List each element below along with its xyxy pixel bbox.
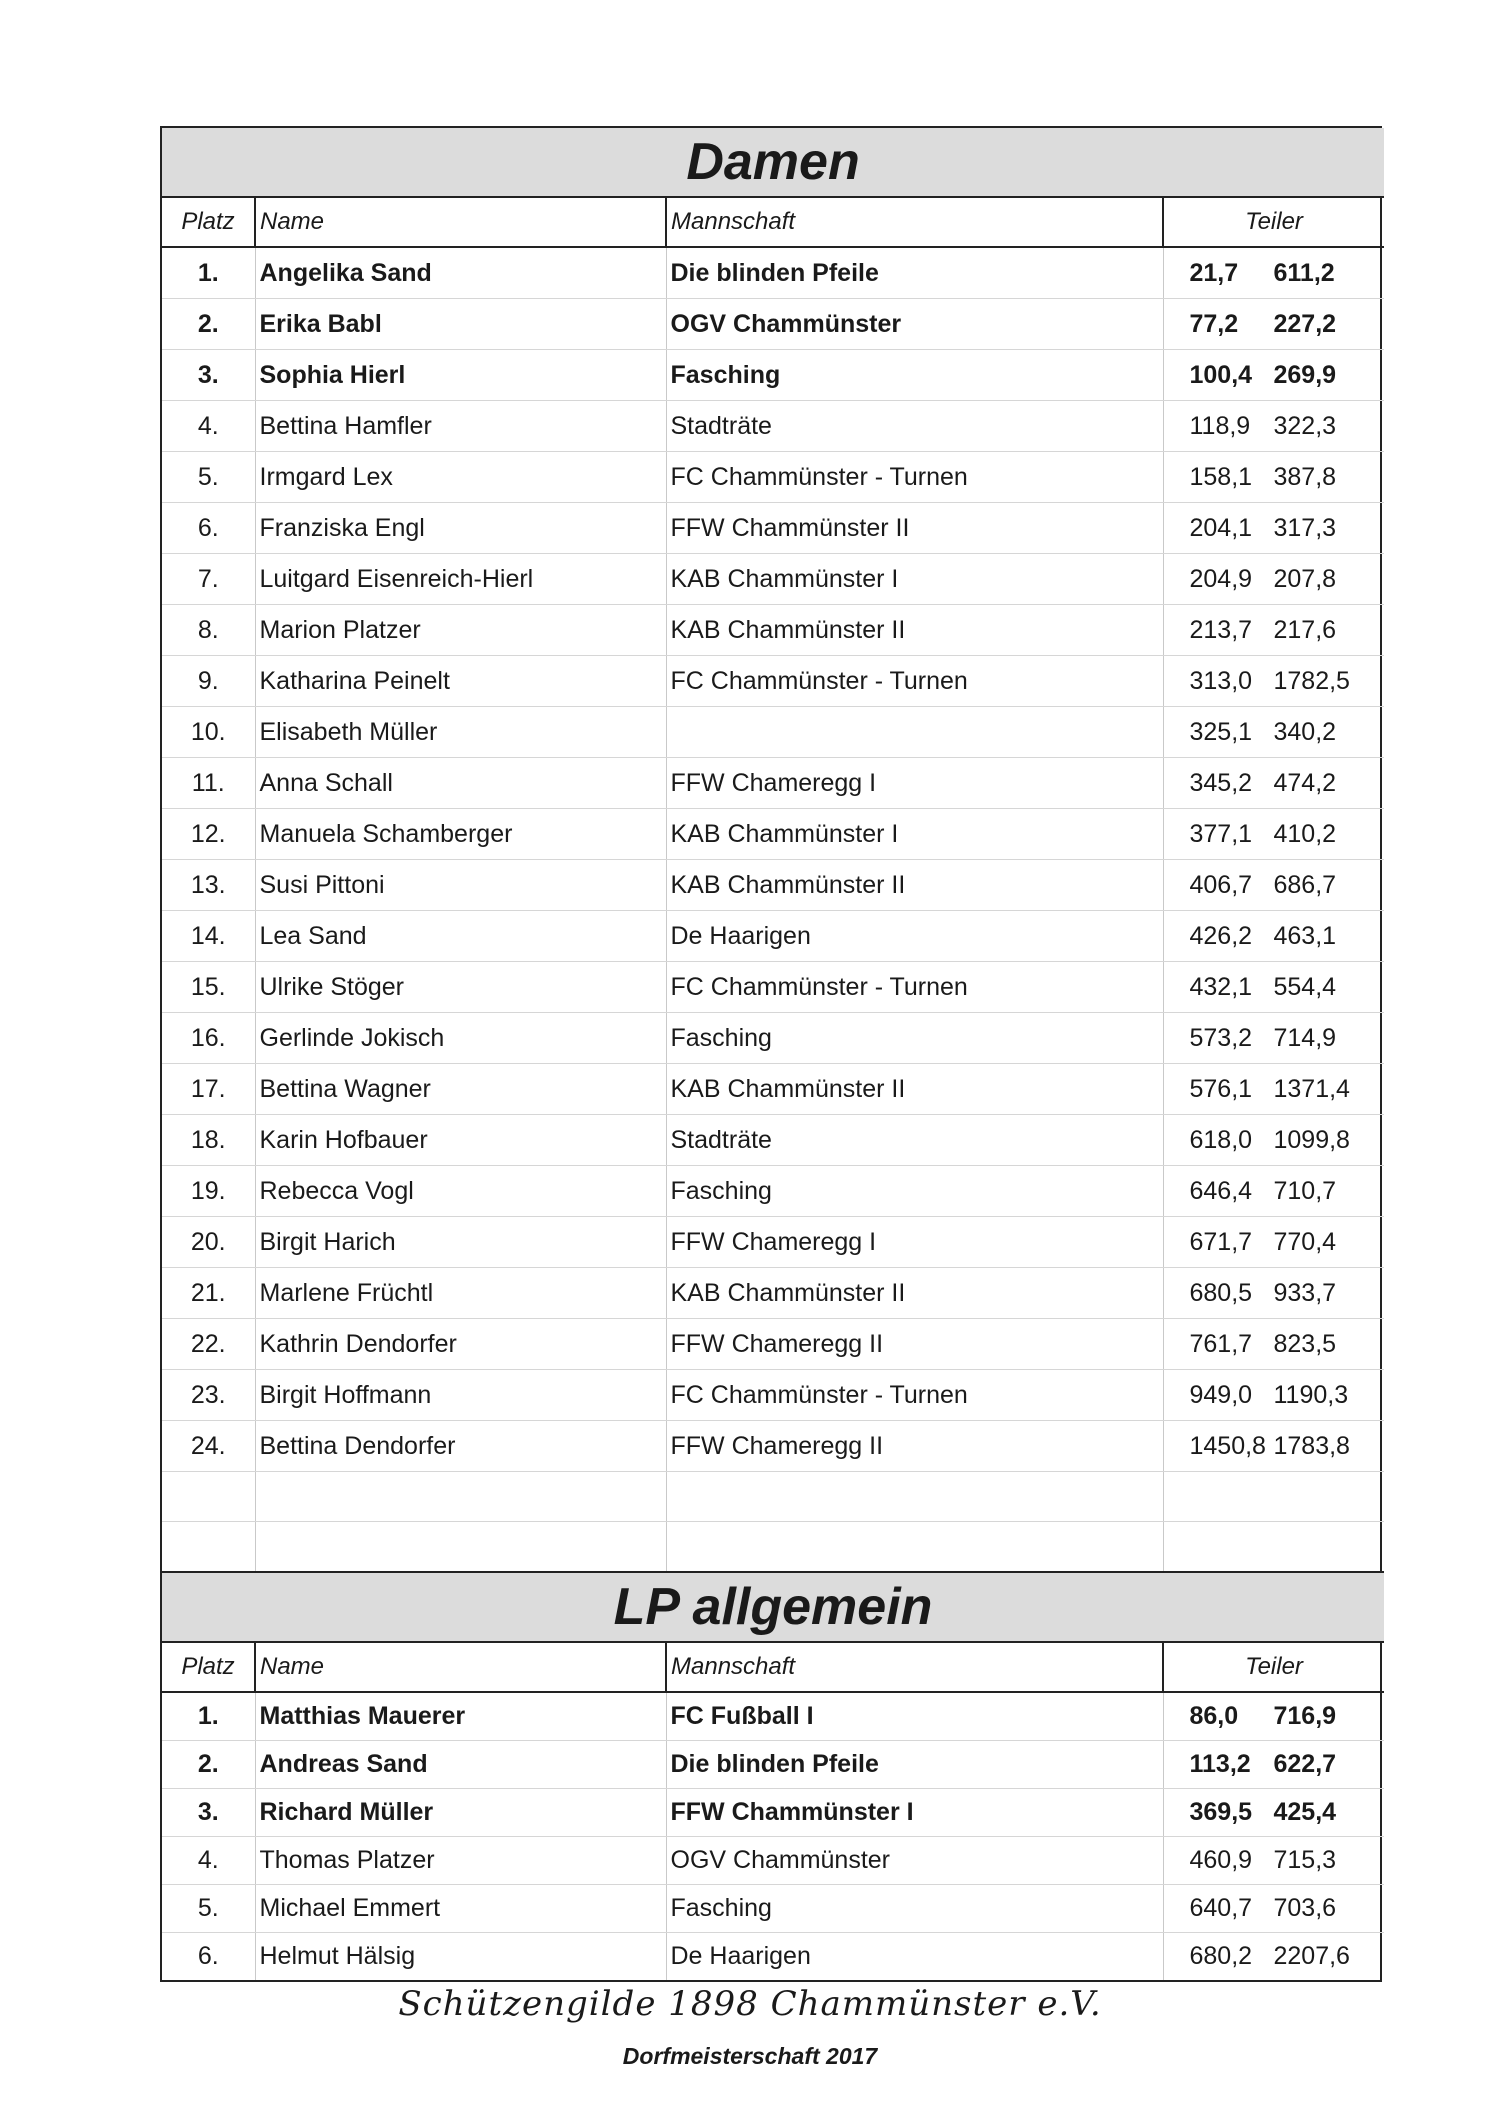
teiler-value-1: 671,7	[1189, 1227, 1253, 1256]
rank-cell: 7.	[162, 554, 255, 605]
name-cell: Bettina Wagner	[255, 1064, 666, 1115]
lp-title: LP allgemein	[162, 1573, 1384, 1642]
teiler-value-1: 113,2	[1189, 1750, 1251, 1778]
name-cell: Irmgard Lex	[255, 452, 666, 503]
teiler-value-2: 611,2	[1273, 258, 1335, 287]
name-cell: Susi Pittoni	[255, 860, 666, 911]
teiler-value-1: 345,2	[1189, 768, 1253, 797]
teiler-value-2: 933,7	[1273, 1278, 1337, 1307]
teiler-cell	[1163, 1837, 1384, 1885]
team-cell: Fasching	[666, 1885, 1163, 1933]
table-row	[162, 1421, 1384, 1472]
table-row	[162, 758, 1384, 809]
teiler-value-1: 573,2	[1189, 1023, 1253, 1052]
team-cell: FFW Chammünster II	[666, 503, 1163, 554]
col-header-name: Name	[255, 197, 666, 247]
rank-cell: 4.	[162, 1837, 255, 1885]
rank-cell: 1.	[162, 247, 255, 299]
teiler-cell	[1163, 758, 1384, 809]
teiler-value-1: 100,4	[1189, 360, 1253, 389]
table-row	[162, 1741, 1384, 1789]
teiler-cell	[1163, 1115, 1384, 1166]
team-cell: KAB Chammünster I	[666, 554, 1163, 605]
teiler-value-2: 714,9	[1273, 1023, 1337, 1052]
teiler-value-2: 554,4	[1273, 972, 1337, 1001]
teiler-cell	[1163, 1319, 1384, 1370]
empty-cell	[1163, 1472, 1384, 1522]
empty-cell	[255, 1522, 666, 1573]
teiler-value-1: 949,0	[1189, 1380, 1253, 1409]
teiler-value-1: 640,7	[1189, 1894, 1253, 1922]
table-row	[162, 860, 1384, 911]
teiler-value-2: 703,6	[1273, 1894, 1337, 1922]
teiler-value-1: 761,7	[1189, 1329, 1253, 1358]
name-cell: Karin Hofbauer	[255, 1115, 666, 1166]
teiler-cell	[1163, 1789, 1384, 1837]
name-cell: Kathrin Dendorfer	[255, 1319, 666, 1370]
teiler-value-2: 207,8	[1273, 564, 1337, 593]
team-cell: KAB Chammünster I	[666, 809, 1163, 860]
rank-cell: 6.	[162, 503, 255, 554]
teiler-value-2: 710,7	[1273, 1176, 1337, 1205]
team-cell: Die blinden Pfeile	[666, 1741, 1163, 1789]
team-cell	[666, 707, 1163, 758]
teiler-cell	[1163, 1885, 1384, 1933]
rank-cell: 14.	[162, 911, 255, 962]
empty-cell	[162, 1472, 255, 1522]
rank-cell: 10.	[162, 707, 255, 758]
rank-cell: 4.	[162, 401, 255, 452]
teiler-value-2: 1099,8	[1273, 1125, 1350, 1154]
table-row	[162, 1692, 1384, 1741]
team-cell: FC Chammünster - Turnen	[666, 452, 1163, 503]
teiler-value-2: 340,2	[1273, 717, 1337, 746]
teiler-cell	[1163, 656, 1384, 707]
rank-cell: 16.	[162, 1013, 255, 1064]
teiler-value-2: 269,9	[1273, 360, 1337, 389]
teiler-value-1: 460,9	[1189, 1846, 1253, 1874]
rank-cell: 11.	[162, 758, 255, 809]
teiler-value-2: 715,3	[1273, 1846, 1337, 1874]
name-cell: Elisabeth Müller	[255, 707, 666, 758]
empty-row	[162, 1472, 1384, 1522]
teiler-value-2: 2207,6	[1273, 1942, 1350, 1970]
table-row	[162, 1064, 1384, 1115]
teiler-value-1: 86,0	[1189, 1702, 1239, 1730]
team-cell: De Haarigen	[666, 911, 1163, 962]
team-cell: De Haarigen	[666, 1933, 1163, 1981]
name-cell: Andreas Sand	[255, 1741, 666, 1789]
teiler-value-2: 425,4	[1273, 1798, 1337, 1826]
team-cell: FFW Chameregg I	[666, 1217, 1163, 1268]
col-header-mannschaft: Mannschaft	[666, 1642, 1163, 1692]
team-cell: KAB Chammünster II	[666, 605, 1163, 656]
empty-cell	[162, 1522, 255, 1573]
rank-cell: 3.	[162, 1789, 255, 1837]
teiler-cell	[1163, 1064, 1384, 1115]
col-header-teiler: Teiler	[1163, 1642, 1384, 1692]
table-row	[162, 1217, 1384, 1268]
table-row	[162, 605, 1384, 656]
name-cell: Birgit Hoffmann	[255, 1370, 666, 1421]
teiler-cell	[1163, 1692, 1384, 1741]
teiler-value-1: 1450,8	[1189, 1431, 1266, 1460]
lp-table	[162, 1573, 1384, 1980]
name-cell: Anna Schall	[255, 758, 666, 809]
teiler-value-2: 387,8	[1273, 462, 1337, 491]
teiler-cell	[1163, 809, 1384, 860]
teiler-cell	[1163, 350, 1384, 401]
table-row	[162, 809, 1384, 860]
event-name: Dorfmeisterschaft 2017	[622, 2043, 878, 2069]
teiler-value-2: 1783,8	[1273, 1431, 1350, 1460]
teiler-cell	[1163, 911, 1384, 962]
table-row	[162, 656, 1384, 707]
col-header-teiler: Teiler	[1163, 197, 1384, 247]
table-row	[162, 452, 1384, 503]
name-cell: Matthias Mauerer	[255, 1692, 666, 1741]
empty-cell	[666, 1522, 1163, 1573]
table-row	[162, 1933, 1384, 1981]
teiler-value-1: 618,0	[1189, 1125, 1253, 1154]
table-row	[162, 1166, 1384, 1217]
table-row	[162, 1837, 1384, 1885]
teiler-value-2: 716,9	[1273, 1702, 1337, 1730]
team-cell: FFW Chameregg I	[666, 758, 1163, 809]
teiler-value-2: 622,7	[1273, 1750, 1337, 1778]
rank-cell: 13.	[162, 860, 255, 911]
team-cell: FC Chammünster - Turnen	[666, 656, 1163, 707]
teiler-cell	[1163, 299, 1384, 350]
name-cell: Marion Platzer	[255, 605, 666, 656]
rank-cell: 20.	[162, 1217, 255, 1268]
teiler-value-2: 770,4	[1273, 1227, 1337, 1256]
teiler-value-2: 217,6	[1273, 615, 1337, 644]
rank-cell: 18.	[162, 1115, 255, 1166]
table-row	[162, 299, 1384, 350]
teiler-value-2: 322,3	[1273, 411, 1337, 440]
teiler-value-1: 158,1	[1189, 462, 1253, 491]
name-cell: Bettina Hamfler	[255, 401, 666, 452]
teiler-value-1: 313,0	[1189, 666, 1253, 695]
team-cell: OGV Chammünster	[666, 299, 1163, 350]
teiler-cell	[1163, 860, 1384, 911]
col-header-platz: Platz	[162, 197, 255, 247]
team-cell: FC Chammünster - Turnen	[666, 1370, 1163, 1421]
table-row	[162, 1885, 1384, 1933]
team-cell: OGV Chammünster	[666, 1837, 1163, 1885]
teiler-value-1: 680,5	[1189, 1278, 1253, 1307]
teiler-cell	[1163, 452, 1384, 503]
rank-cell: 24.	[162, 1421, 255, 1472]
teiler-cell	[1163, 1268, 1384, 1319]
rank-cell: 23.	[162, 1370, 255, 1421]
team-cell: Fasching	[666, 350, 1163, 401]
name-cell: Sophia Hierl	[255, 350, 666, 401]
name-cell: Michael Emmert	[255, 1885, 666, 1933]
name-cell: Angelika Sand	[255, 247, 666, 299]
teiler-cell	[1163, 1421, 1384, 1472]
rank-cell: 5.	[162, 452, 255, 503]
teiler-value-2: 686,7	[1273, 870, 1337, 899]
team-cell: FC Chammünster - Turnen	[666, 962, 1163, 1013]
teiler-cell	[1163, 1933, 1384, 1981]
teiler-value-2: 410,2	[1273, 819, 1337, 848]
club-name: Schützengilde 1898 Chammünster e.V.	[398, 1984, 1102, 2024]
empty-cell	[255, 1472, 666, 1522]
rank-cell: 2.	[162, 299, 255, 350]
teiler-value-1: 325,1	[1189, 717, 1253, 746]
name-cell: Birgit Harich	[255, 1217, 666, 1268]
damen-title: Damen	[162, 128, 1384, 197]
teiler-value-1: 204,9	[1189, 564, 1253, 593]
teiler-value-1: 21,7	[1189, 258, 1239, 287]
team-cell: Stadträte	[666, 401, 1163, 452]
name-cell: Gerlinde Jokisch	[255, 1013, 666, 1064]
rank-cell: 9.	[162, 656, 255, 707]
rank-cell: 5.	[162, 1885, 255, 1933]
table-row	[162, 911, 1384, 962]
teiler-cell	[1163, 1166, 1384, 1217]
table-row	[162, 1370, 1384, 1421]
team-cell: Fasching	[666, 1013, 1163, 1064]
rank-cell: 1.	[162, 1692, 255, 1741]
teiler-value-1: 680,2	[1189, 1942, 1253, 1970]
empty-cell	[1163, 1522, 1384, 1573]
teiler-value-1: 576,1	[1189, 1074, 1253, 1103]
teiler-value-2: 474,2	[1273, 768, 1337, 797]
name-cell: Franziska Engl	[255, 503, 666, 554]
name-cell: Lea Sand	[255, 911, 666, 962]
table-row	[162, 962, 1384, 1013]
teiler-value-1: 369,5	[1189, 1798, 1253, 1826]
col-header-name: Name	[255, 1642, 666, 1692]
teiler-cell	[1163, 707, 1384, 758]
teiler-value-2: 227,2	[1273, 309, 1337, 338]
teiler-cell	[1163, 1741, 1384, 1789]
rank-cell: 15.	[162, 962, 255, 1013]
teiler-value-1: 377,1	[1189, 819, 1253, 848]
teiler-cell	[1163, 1013, 1384, 1064]
name-cell: Marlene Früchtl	[255, 1268, 666, 1319]
rank-cell: 17.	[162, 1064, 255, 1115]
teiler-value-1: 77,2	[1189, 309, 1239, 338]
table-row	[162, 503, 1384, 554]
name-cell: Manuela Schamberger	[255, 809, 666, 860]
teiler-value-1: 646,4	[1189, 1176, 1253, 1205]
teiler-value-2: 463,1	[1273, 921, 1337, 950]
teiler-value-1: 432,1	[1189, 972, 1253, 1001]
teiler-cell	[1163, 247, 1384, 299]
empty-cell	[666, 1472, 1163, 1522]
teiler-value-1: 204,1	[1189, 513, 1253, 542]
team-cell: Die blinden Pfeile	[666, 247, 1163, 299]
rank-cell: 22.	[162, 1319, 255, 1370]
table-row	[162, 1115, 1384, 1166]
table-row	[162, 1013, 1384, 1064]
team-cell: FFW Chameregg II	[666, 1319, 1163, 1370]
table-row	[162, 1789, 1384, 1837]
rank-cell: 21.	[162, 1268, 255, 1319]
name-cell: Katharina Peinelt	[255, 656, 666, 707]
name-cell: Erika Babl	[255, 299, 666, 350]
teiler-value-2: 823,5	[1273, 1329, 1337, 1358]
name-cell: Ulrike Stöger	[255, 962, 666, 1013]
col-header-platz: Platz	[162, 1642, 255, 1692]
table-row	[162, 1319, 1384, 1370]
rank-cell: 2.	[162, 1741, 255, 1789]
table-row	[162, 554, 1384, 605]
rank-cell: 19.	[162, 1166, 255, 1217]
name-cell: Rebecca Vogl	[255, 1166, 666, 1217]
teiler-value-2: 1190,3	[1273, 1380, 1349, 1409]
rank-cell: 8.	[162, 605, 255, 656]
teiler-cell	[1163, 605, 1384, 656]
teiler-value-1: 213,7	[1189, 615, 1253, 644]
name-cell: Richard Müller	[255, 1789, 666, 1837]
rank-cell: 12.	[162, 809, 255, 860]
team-cell: FFW Chameregg II	[666, 1421, 1163, 1472]
table-row	[162, 1268, 1384, 1319]
damen-table	[162, 128, 1384, 1573]
table-row	[162, 247, 1384, 299]
table-row	[162, 707, 1384, 758]
rank-cell: 6.	[162, 1933, 255, 1981]
team-cell: KAB Chammünster II	[666, 1064, 1163, 1115]
teiler-value-2: 1371,4	[1273, 1074, 1350, 1103]
table-row	[162, 350, 1384, 401]
name-cell: Bettina Dendorfer	[255, 1421, 666, 1472]
team-cell: Stadträte	[666, 1115, 1163, 1166]
empty-row	[162, 1522, 1384, 1573]
team-cell: KAB Chammünster II	[666, 1268, 1163, 1319]
name-cell: Luitgard Eisenreich-Hierl	[255, 554, 666, 605]
teiler-value-2: 1782,5	[1273, 666, 1350, 695]
teiler-cell	[1163, 554, 1384, 605]
teiler-value-1: 426,2	[1189, 921, 1253, 950]
teiler-cell	[1163, 1217, 1384, 1268]
rank-cell: 3.	[162, 350, 255, 401]
results-sheet	[160, 126, 1382, 1982]
team-cell: KAB Chammünster II	[666, 860, 1163, 911]
team-cell: FFW Chammünster I	[666, 1789, 1163, 1837]
teiler-value-1: 406,7	[1189, 870, 1253, 899]
teiler-cell	[1163, 401, 1384, 452]
teiler-cell	[1163, 503, 1384, 554]
teiler-value-2: 317,3	[1273, 513, 1337, 542]
teiler-cell	[1163, 962, 1384, 1013]
team-cell: Fasching	[666, 1166, 1163, 1217]
teiler-cell	[1163, 1370, 1384, 1421]
name-cell: Helmut Hälsig	[255, 1933, 666, 1981]
name-cell: Thomas Platzer	[255, 1837, 666, 1885]
table-row	[162, 401, 1384, 452]
teiler-value-1: 118,9	[1189, 411, 1251, 440]
team-cell: FC Fußball I	[666, 1692, 1163, 1741]
col-header-mannschaft: Mannschaft	[666, 197, 1163, 247]
